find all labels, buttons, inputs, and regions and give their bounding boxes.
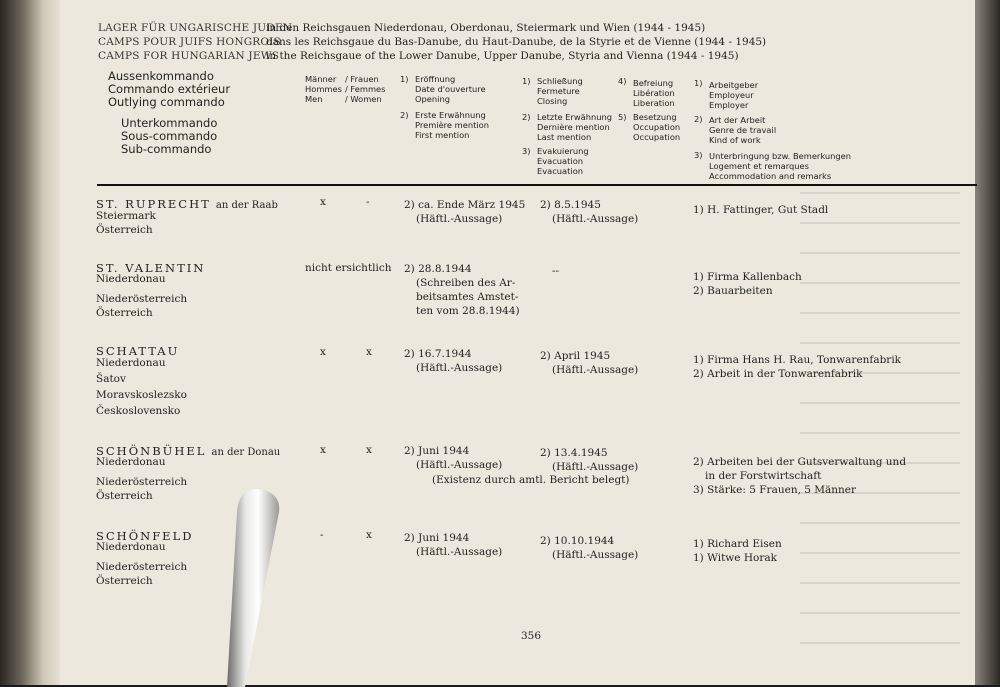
regions-fr: dans les Reichsgaue du Bas-Danube, du Haut-Danube, de la Styrie et de Vienne (1944 - 1945) xyxy=(266,36,767,48)
col-accommodation: Unterbringung bzw. Bemerkungen Logement et remarques Accommodation and remarks xyxy=(709,151,852,181)
title-en: CAMPS FOR HUNGARIAN JEWS xyxy=(98,50,280,62)
col-evac-num: 3) xyxy=(522,146,531,156)
opening-cell: 2) 28.8.1944 (Schreiben des Ar- beitsamtes Amstet- ten vom 28.8.1944) xyxy=(404,263,520,317)
remarks-cell: 1) Firma Kallenbach 2) Bauarbeiten xyxy=(693,271,802,297)
remarks-cell: 1) Richard Eisen 1) Witwe Horak xyxy=(693,538,782,564)
entry-location: Niederdonau Niederösterreich Österreich xyxy=(96,273,188,319)
regions-en: in the Reichsgaue of the Lower Danube, Upper Danube, Styria and Vienna (1944 - 1945) xyxy=(266,50,739,62)
col-evacuation: Evakuierung Evacuation Evacuation xyxy=(537,146,589,176)
men-mark: x xyxy=(320,196,326,208)
header-rule xyxy=(97,184,977,186)
col-first-mention: Erste Erwähnung Première mention First mention xyxy=(415,110,489,140)
col-occupation-num: 5) xyxy=(618,112,627,122)
closing-cell: 2) 8.5.1945 (Häftl.-Aussage) xyxy=(540,199,639,225)
col-opening: Eröffnung Date d'ouverture Opening xyxy=(415,74,486,104)
remarks-cell: 1) H. Fattinger, Gut Stadl xyxy=(693,204,829,216)
col-opening-num: 1) xyxy=(400,74,409,84)
women-mark: x xyxy=(366,444,372,456)
opening-cell: 2) Juni 1944 (Häftl.-Aussage) xyxy=(404,532,503,558)
men-mark: - xyxy=(320,529,324,541)
show-through-text xyxy=(800,180,960,660)
title-de: LAGER FÜR UNGARISCHE JUDEN xyxy=(98,22,293,34)
women-mark: x xyxy=(366,346,372,358)
men-mark: x xyxy=(320,346,326,358)
col-last-mention: Letzte Erwähnung Dernière mention Last mention xyxy=(537,112,613,142)
outlying-commando-fr: Commando extérieur xyxy=(108,82,231,96)
col-employer-num: 1) xyxy=(694,78,703,88)
entry-st-ruprecht: ST. RUPRECHT an der Raab xyxy=(96,197,278,211)
book-left-edge xyxy=(0,0,62,685)
outlying-commando-de: Aussenkommando xyxy=(108,69,214,83)
page-number: 356 xyxy=(521,630,542,642)
closing-cell: 2) 10.10.1944 (Häftl.-Aussage) xyxy=(540,535,639,561)
existence-note: (Existenz durch amtl. Bericht belegt) xyxy=(432,474,630,486)
entry-location: Niederdonau Niederösterreich Österreich xyxy=(96,456,188,502)
remarks-cell: 2) Arbeiten bei der Gutsverwaltung und in der Forstwirtschaft 3) Stärke: 5 Frauen, 5 Männer xyxy=(693,456,907,496)
col-closing: Schließung Fermeture Closing xyxy=(537,76,583,106)
entry-location: Steiermark Österreich xyxy=(96,210,156,236)
book-right-edge xyxy=(975,0,1000,685)
women-mark: - xyxy=(366,196,370,208)
col-men: Männer Hommes Men xyxy=(305,74,342,104)
opening-cell: 2) ca. Ende März 1945 (Häftl.-Aussage) xyxy=(404,199,526,225)
opening-cell: 2) 16.7.1944 (Häftl.-Aussage) xyxy=(404,348,503,374)
closing-cell: 2) 13.4.1945 (Häftl.-Aussage) xyxy=(540,447,639,473)
remarks-cell: 1) Firma Hans H. Rau, Tonwarenfabrik 2) Arbeit in der Tonwarenfabrik xyxy=(693,354,902,380)
col-work-num: 2) xyxy=(694,114,703,124)
men-mark: x xyxy=(320,444,326,456)
sub-commando-fr: Sous-commando xyxy=(121,129,218,143)
col-occupation: Besetzung Occupation Occupation xyxy=(633,112,681,142)
regions-de: in den Reichsgauen Niederdonau, Oberdonau, Steiermark und Wien (1944 - 1945) xyxy=(266,22,706,34)
women-mark: x xyxy=(366,529,372,541)
closing-cell: -- xyxy=(552,265,560,277)
entry-schonfeld: SCHÖNFELD xyxy=(96,529,194,543)
col-kind-of-work: Art der Arbeit Genre de travail Kind of work xyxy=(709,115,777,145)
entry-location: Niederdonau Šatov Moravskoslezsko Československo xyxy=(96,357,187,417)
opening-cell: 2) Juni 1944 (Häftl.-Aussage) xyxy=(404,445,503,471)
col-accommodation-num: 3) xyxy=(694,150,703,160)
outlying-commando-en: Outlying commando xyxy=(108,95,225,109)
col-liberation: Befreiung Libération Liberation xyxy=(633,78,675,108)
men-women-cell: nicht ersichtlich xyxy=(305,262,392,274)
entry-location: Niederdonau Niederösterreich Österreich xyxy=(96,541,188,587)
col-first-num: 2) xyxy=(400,110,409,120)
entry-schattau: SCHATTAU xyxy=(96,344,180,358)
col-women: / Frauen / Femmes / Women xyxy=(345,74,386,104)
col-employer: Arbeitgeber Employeur Employer xyxy=(709,80,759,110)
title-fr: CAMPS POUR JUIFS HONGROIS xyxy=(98,36,281,48)
entry-schonbuhel: SCHÖNBÜHEL an der Donau xyxy=(96,444,281,458)
pen-object xyxy=(225,487,285,687)
col-closing-num: 1) xyxy=(522,76,531,86)
closing-cell: 2) April 1945 (Häftl.-Aussage) xyxy=(540,350,639,376)
entry-st-valentin: ST. VALENTIN xyxy=(96,261,206,275)
sub-commando-en: Sub-commando xyxy=(121,142,212,156)
col-last-num: 2) xyxy=(522,112,531,122)
col-liberation-num: 4) xyxy=(618,76,627,86)
sub-commando-de: Unterkommando xyxy=(121,116,218,130)
